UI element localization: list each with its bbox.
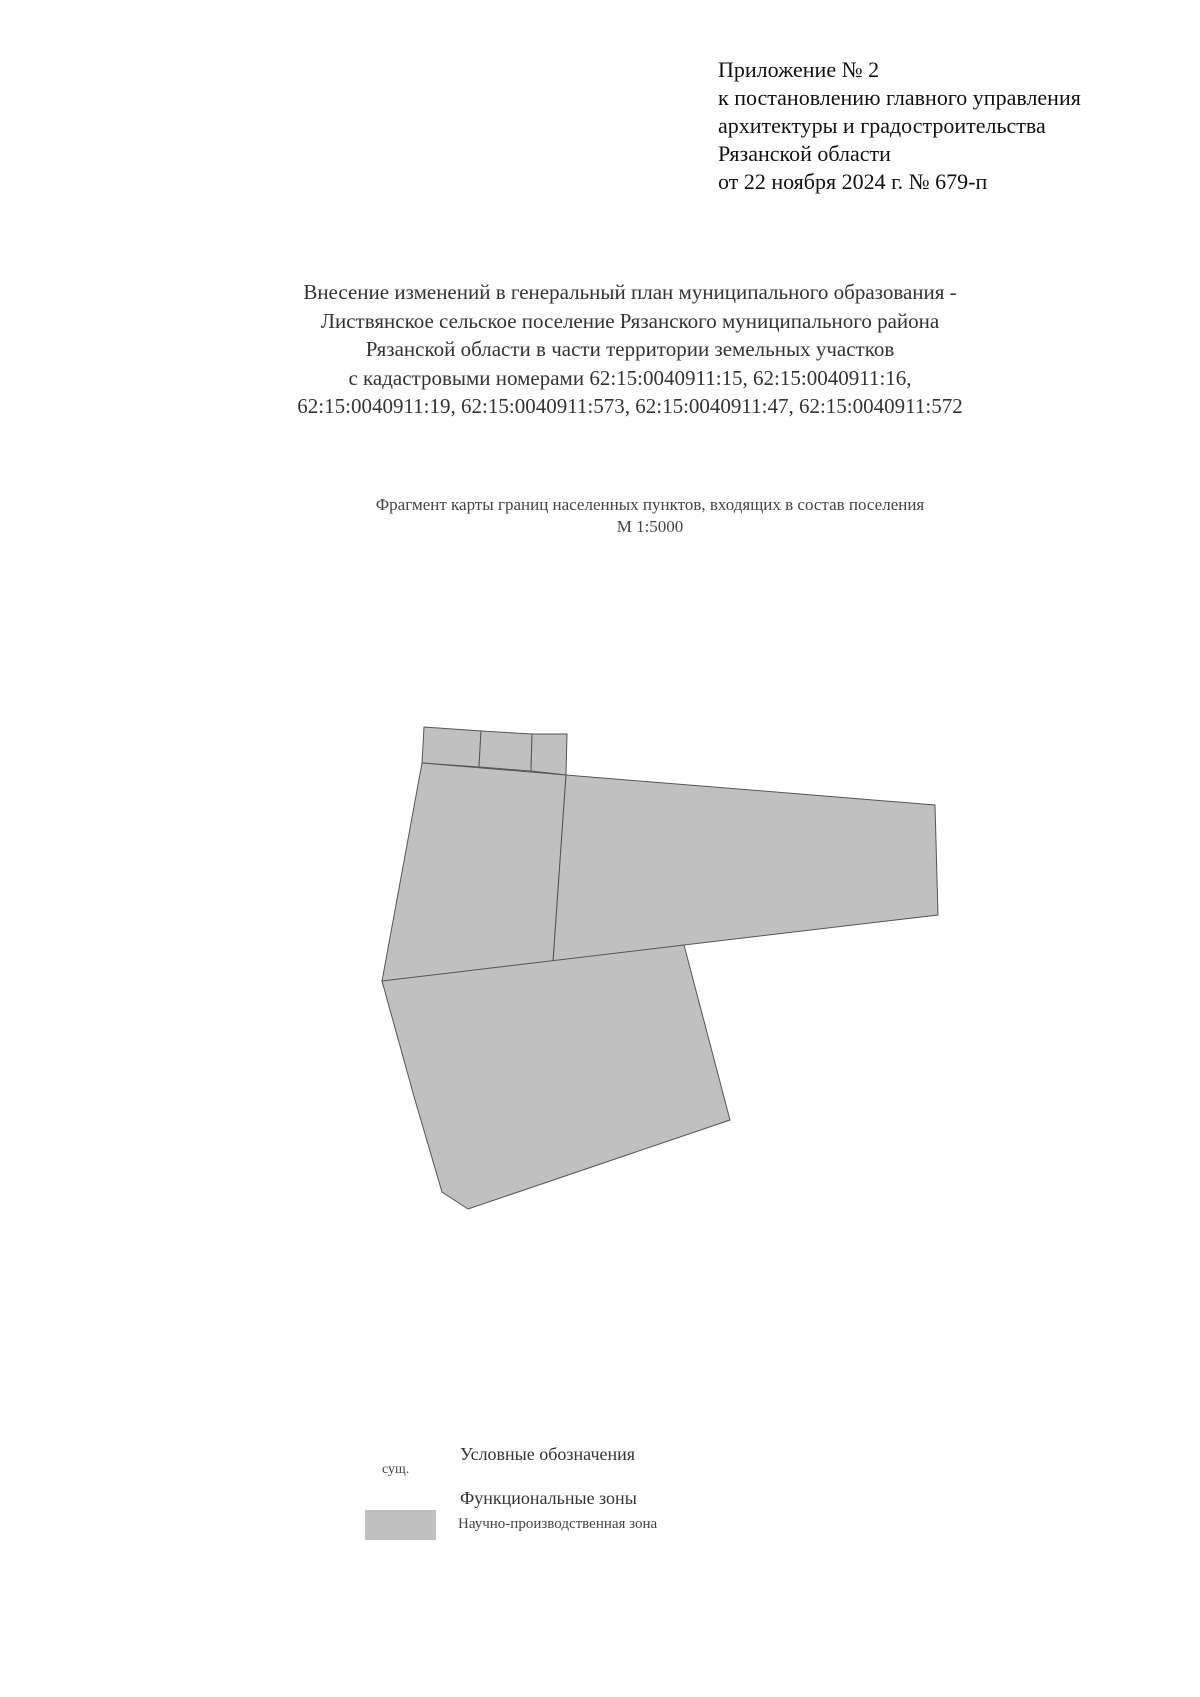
map-caption-text: Фрагмент карты границ населенных пунктов, входящих в состав поселения <box>375 495 925 514</box>
parcel-top-small-1 <box>422 727 481 767</box>
appendix-line: Приложение № 2 <box>718 57 880 82</box>
appendix-line: Рязанской области <box>718 141 891 166</box>
document-title-line: Листвянское сельское поселение Рязанского муниципального района <box>320 308 940 333</box>
parcel-top-small-3 <box>531 734 567 775</box>
parcel-group <box>382 727 938 1209</box>
document-title-line: Рязанской области в части территории земельных участков <box>365 337 895 361</box>
appendix-line: к постановлению главного управления <box>718 85 1081 110</box>
parcel-east <box>553 775 938 962</box>
appendix-line: от 22 ноября 2024 г. № 679-п <box>718 169 988 194</box>
legend-section-title: Функциональные зоны <box>460 1488 637 1508</box>
map-scale: М 1:5000 <box>616 517 684 536</box>
legend-abbreviation: сущ. <box>382 1462 410 1477</box>
parcel-west <box>382 763 566 981</box>
parcel-south <box>382 945 730 1209</box>
legend-swatch-scientific-industrial-zone <box>365 1510 436 1540</box>
document-title-line: 62:15:0040911:19, 62:15:0040911:573, 62:15:0040911:47, 62:15:0040911:572 <box>297 394 963 418</box>
appendix-line: архитектуры и градостроительства <box>718 113 1046 138</box>
document-title-line: с кадастровыми номерами 62:15:0040911:15, 62:15:0040911:16, <box>348 365 912 390</box>
legend-label-scientific-industrial-zone: Научно-производственная зона <box>458 1516 658 1532</box>
document-title-line: Внесение изменений в генеральный план муниципального образования - <box>303 280 957 304</box>
legend-title: Условные обозначения <box>460 1444 636 1464</box>
parcel-top-small-2 <box>479 731 532 771</box>
